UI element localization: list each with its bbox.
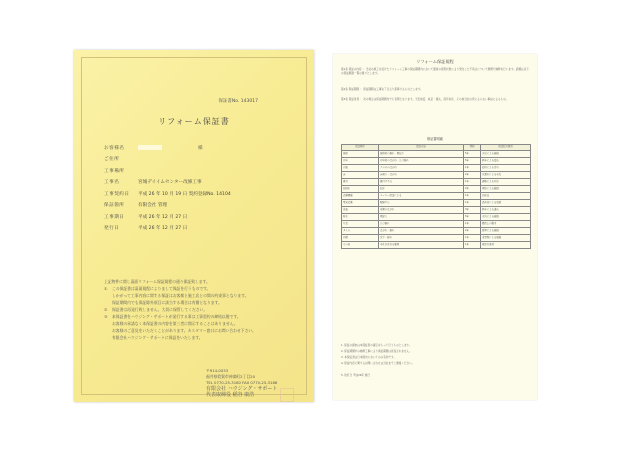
table-row: 屋根 屋根材の割れ・雨漏り 5年 天災による破損 bbox=[342, 151, 531, 158]
warranty-certificate bbox=[74, 50, 314, 402]
note-item: 有限会社ハウジング・サポートに保証をいたします。 bbox=[112, 335, 203, 340]
field-label: ご住所 bbox=[104, 157, 120, 163]
note-item: ③ 本保証書をハウジング・サポートが発行する事は工事契約の締結以後です。 bbox=[104, 314, 241, 319]
table-row: 給排水 漏水 2年 凍結による破損 bbox=[342, 186, 531, 193]
certificate-fields bbox=[104, 142, 294, 234]
note-item: お客様の承諾なく本保証書の内容を第三者に開示することはありません。 bbox=[112, 321, 238, 326]
field-label: 工事契約日 bbox=[104, 191, 130, 197]
field-value: 有限会社 管理 bbox=[138, 203, 168, 209]
company-seal bbox=[280, 388, 294, 402]
field-row bbox=[104, 142, 294, 154]
footer-note: 3. 本保証書は日本国内においてのみ有効です。 bbox=[341, 356, 396, 359]
field-row bbox=[104, 223, 294, 235]
field-label: 工事名 bbox=[104, 180, 120, 186]
table-row: 外壁 外壁材のはがれ・ひび割れ 5年 経年による変色 bbox=[342, 158, 531, 165]
company-address: 福井県敦賀市神楽町2丁目20 bbox=[206, 374, 256, 379]
field-row bbox=[104, 200, 294, 212]
table-header: 期間 bbox=[464, 145, 481, 151]
note-item: ② 保証書は再発行致しません。大切に保管してください。 bbox=[104, 307, 208, 312]
table-row: 防水 雨漏り 5年 天災による破損 bbox=[342, 214, 531, 221]
footer-note: 5. 改訂日 平成26年 施行 bbox=[341, 374, 370, 377]
certificate-notes bbox=[104, 278, 294, 341]
field-label: 保証箇所 bbox=[104, 203, 125, 209]
table-row: 建具 建付け不良 1年 調整による対応 bbox=[342, 179, 531, 186]
table-row: 電気設備 配線不良 1年 過負荷による故障 bbox=[342, 200, 531, 207]
warranty-table bbox=[341, 144, 531, 249]
table-row: 設備機器 メーカー保証による 1年 消耗品 bbox=[342, 193, 531, 200]
field-value: 平成 26 年 10 月 19 日 契約登録No. 14104 bbox=[138, 191, 231, 197]
terms-paragraph: 第1条 保証の内容 ： 当社の施工を受けたリフォーム工事の保証期間内において通常の使用状態により発生した不具合について無償で補修を行います。詳細は以下の保証範囲一覧の通りとします。 bbox=[341, 68, 529, 75]
terms-paragraph: 第3条 保証免責 ： 次の場合は保証期間内でも有償となります。天災地変、故意・過失、経年劣化、その他当社の責によらない事由によるもの。 bbox=[341, 98, 509, 101]
note-item: 保証期間内でも保証除外項目に該当する場合は有償となります。 bbox=[112, 300, 222, 305]
field-row bbox=[104, 188, 294, 200]
field-label: 工事場所 bbox=[104, 168, 125, 174]
terms-paragraph: 第2条 保証期間 ： 保証期間は工事完了日より起算するものとします。 bbox=[341, 88, 423, 91]
table-row: 内装 クロスのはがれ 1年 使用による汚れ bbox=[342, 165, 531, 172]
company-info bbox=[206, 368, 277, 398]
table-header: 保証内容 bbox=[379, 145, 464, 151]
terms-title: リフォーム保証規程 bbox=[416, 59, 454, 64]
company-tel: TEL 0770-25-3180 FAX 0770-25-3186 bbox=[206, 380, 278, 385]
redacted-name bbox=[138, 145, 162, 150]
field-label: 工事期日 bbox=[104, 214, 125, 220]
table-row: 外構 沈下・割れ 1年 重量物による破損 bbox=[342, 235, 531, 242]
certificate-number: 保証書No. 143017 bbox=[218, 99, 258, 104]
field-row bbox=[104, 154, 294, 166]
certificate-title: リフォーム保証書 bbox=[158, 117, 230, 126]
footer-note: 4. 保証内容に関するお問い合わせは当社までご連絡ください。 bbox=[341, 362, 415, 365]
company-name: 有限会社 ハウジング・サポート bbox=[206, 386, 278, 392]
intro-text: 上記物件に関し裏面リフォーム保証規程の通り保証致します。 bbox=[104, 279, 210, 284]
field-value: 宮城デイイムセンター改修工事 bbox=[138, 180, 202, 186]
field-label: 発行日 bbox=[104, 226, 120, 232]
note-item: しかがって工事内容に関する保証はお客様と施工店との間の約束事となります。 bbox=[112, 293, 249, 298]
footer-note: 2. 保証期間中の補修工事により保証期間は延長されません。 bbox=[341, 350, 412, 353]
company-representative: 代表取締役 稲谷 康浩 bbox=[206, 392, 255, 398]
honorific: 様 bbox=[198, 145, 203, 151]
field-label: お客様名 bbox=[104, 145, 125, 151]
table-title: 保証書明細 bbox=[427, 137, 443, 141]
note-item: ① この保証書は裏面規程によりまして保証を行うものです。 bbox=[104, 286, 211, 291]
table-row: 塗装 塗膜のはがれ 3年 経年による退色 bbox=[342, 207, 531, 214]
field-row bbox=[104, 177, 294, 189]
table-row: タイル はがれ・割れ 2年 衝撃による破損 bbox=[342, 228, 531, 235]
field-row bbox=[104, 165, 294, 177]
table-row: 左官 ひび割れ 1年 構造上の動き bbox=[342, 221, 531, 228]
footer-note: 1. 保証の請求は本保証書の提示をもって行うものとします。 bbox=[341, 344, 412, 347]
table-row: その他 当社が定める範囲 1年 規定外事項 bbox=[342, 242, 531, 249]
field-value: 平成 26 年 12 月 27 日 bbox=[138, 214, 188, 220]
note-item: お客様のご意見をいただくことがあります。カスタマー窓口にお問い合わせ下さい。 bbox=[112, 328, 256, 333]
table-header: 保証箇所 bbox=[342, 145, 379, 151]
field-value: 平成 26 年 12 月 27 日 bbox=[138, 226, 188, 232]
warranty-terms-sheet bbox=[333, 54, 537, 400]
field-row bbox=[104, 211, 294, 223]
table-header: 保証除外事項 bbox=[481, 145, 531, 151]
table-row: 床 床鳴り・はがれ 2年 水濡れによる劣化 bbox=[342, 172, 531, 179]
company-postal: 〒914-0033 bbox=[206, 368, 229, 373]
